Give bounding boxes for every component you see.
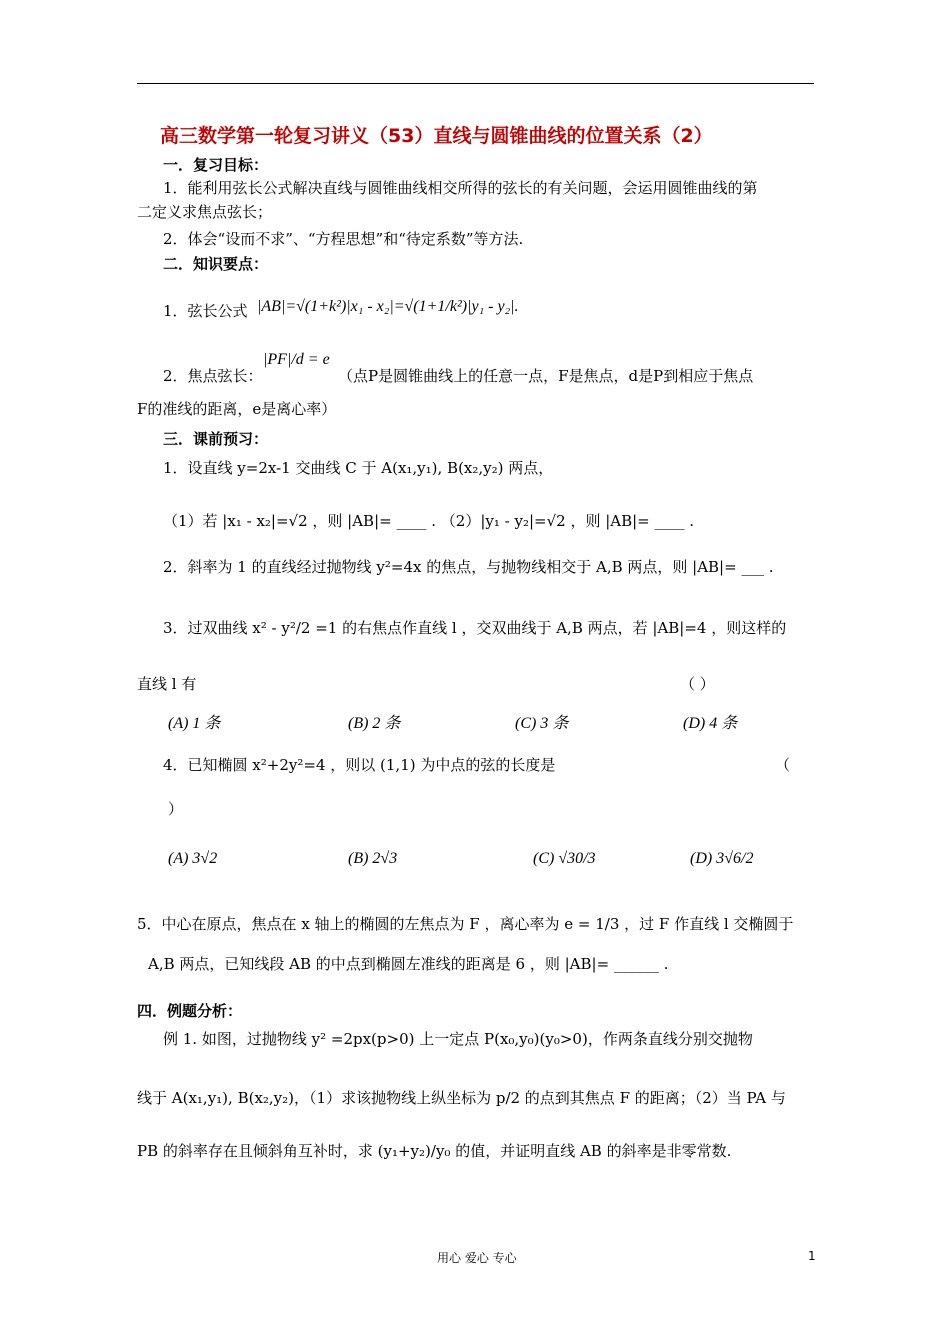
question-3: 3．过双曲线 x² - y²/2 =1 的右焦点作直线 l ，交双曲线于 A,B 两点，若 |AB|=4 ，则这样的 xyxy=(163,619,787,637)
focal-chord-formula-text: |PF|/d = e xyxy=(263,351,330,368)
document-title: 高三数学第一轮复习讲义（53）直线与圆锥曲线的位置关系（2） xyxy=(160,125,713,147)
section-1-heading: 一．复习目标： xyxy=(163,156,269,174)
focal-chord-description-line2: F的准线的距离，e是离心率） xyxy=(137,400,337,418)
focal-chord-label: 2．焦点弦长： xyxy=(163,367,263,385)
question-1: 1．设直线 y=2x-1 交曲线 C 于 A(x₁,y₁), B(x₂,y₂) 两点， xyxy=(163,459,554,477)
page-number: 1 xyxy=(808,1249,816,1263)
q4-option-b: (B) 2√3 xyxy=(348,850,398,867)
question-4-paren-close: ） xyxy=(168,800,184,818)
focal-chord-description: （点P是圆锥曲线上的任意一点，F是焦点，d是P到相应于焦点 xyxy=(338,367,754,385)
section-3-heading: 三．课前预习： xyxy=(163,430,269,448)
question-5: 5．中心在原点，焦点在 x 轴上的椭圆的左焦点为 F ，离心率为 e = 1/3 ，过 F 作直线 l 交椭圆于 xyxy=(137,915,794,933)
sec1-item1-line1: 1．能利用弦长公式解决直线与圆锥曲线相交所得的弦长的有关问题，会运用圆锥曲线的第 xyxy=(163,179,758,197)
question-3-line2: 直线 l 有 xyxy=(137,675,197,693)
question-3-answer-paren: （ ） xyxy=(680,675,715,693)
section-2-heading: 二．知识要点： xyxy=(163,255,269,273)
example-1-line2: 线于 A(x₁,y₁), B(x₂,y₂)，（1）求该抛物线上纵坐标为 p/2 的点到其焦点 F 的距离；（2）当 PA 与 xyxy=(137,1089,786,1107)
chord-length-formula: |AB|=√(1+k²)|x₁ - x₂|=√(1+1/k²)|y₁ - y₂|. xyxy=(257,298,519,315)
q4-option-d: (D) 3√6/2 xyxy=(690,850,754,867)
sec1-item2: 2．体会“设而不求”、“方程思想”和“待定系数”等方法. xyxy=(163,230,524,248)
example-1-line1: 例 1. 如图，过抛物线 y² =2px(p>0) 上一定点 P(x₀,y₀)(y₀>0)，作两条直线分别交抛物 xyxy=(163,1030,753,1048)
section-4-heading: 四．例题分析： xyxy=(137,1002,243,1020)
question-5-line2: A,B 两点，已知线段 AB 的中点到椭圆左准线的距离是 6 ，则 |AB|= ______ . xyxy=(148,955,669,973)
q3-option-d: (D) 4 条 xyxy=(683,715,738,732)
question-1-parts: （1）若 |x₁ - x₂|=√2 ，则 |AB|= ____ . （2）|y₁ - y₂|=√2 ，则 |AB|= ____ . xyxy=(163,512,695,530)
q4-option-c: (C) √30/3 xyxy=(533,850,596,867)
q3-option-a: (A) 1 条 xyxy=(168,715,221,732)
header-rule xyxy=(137,83,814,84)
question-2: 2．斜率为 1 的直线经过抛物线 y²=4x 的焦点，与抛物线相交于 A,B 两点，则 |AB|= ___ . xyxy=(163,558,774,576)
question-4: 4．已知椭圆 x²+2y²=4 ，则以 (1,1) 为中点的弦的长度是 xyxy=(163,756,556,774)
page-footer: 用心 爱心 专心 xyxy=(437,1251,517,1265)
q4-option-a: (A) 3√2 xyxy=(168,850,218,867)
q3-option-c: (C) 3 条 xyxy=(515,715,569,732)
q3-option-b: (B) 2 条 xyxy=(348,715,401,732)
example-1-line3: PB 的斜率存在且倾斜角互补时，求 (y₁+y₂)/y₀ 的值，并证明直线 AB 的斜率是非零常数. xyxy=(137,1142,732,1160)
question-4-paren-open: （ xyxy=(775,756,791,774)
sec1-item1-line2: 二定义求焦点弦长； xyxy=(137,203,273,221)
chord-length-label: 1．弦长公式 xyxy=(163,302,248,320)
focal-chord-formula xyxy=(263,350,330,369)
